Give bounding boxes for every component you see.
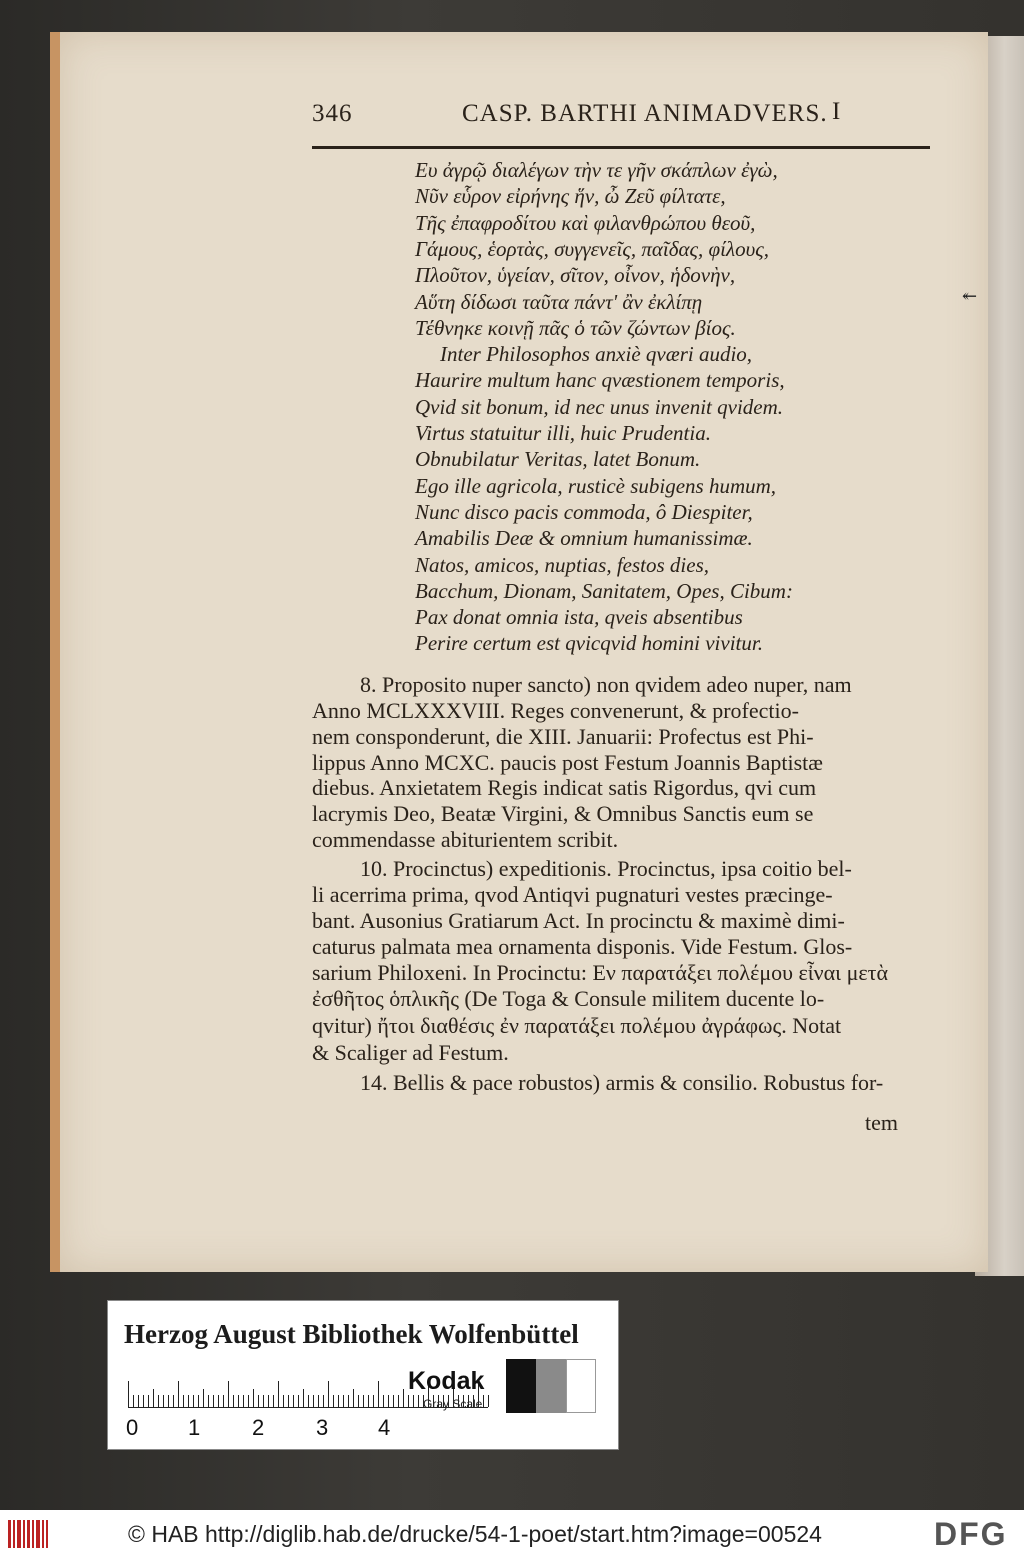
verse-line: Ευ ἀγρῷ διαλέγων τὴν τε γῆν σκάπλων ἐγὼ,	[415, 158, 778, 182]
ruler-tick	[483, 1395, 484, 1407]
ruler-tick	[303, 1389, 304, 1407]
ruler-tick	[223, 1395, 224, 1407]
ruler-tick	[133, 1395, 134, 1407]
prose-line: Anno MCLXXXVIII. Reges convenerunt, & profectio-	[312, 698, 799, 723]
prose-line: sarium Philoxeni. In Procinctu: Εν παρατάξει πολέμου εἶναι μετὰ	[312, 960, 888, 985]
ruler-number: 0	[126, 1415, 139, 1440]
footer-bar	[0, 1510, 1024, 1557]
swatch-gray	[536, 1359, 566, 1413]
ruler-tick	[313, 1395, 314, 1407]
kodak-logo: Kodak	[408, 1367, 485, 1395]
running-title: CASP. BARTHI ANIMADVERS.	[462, 100, 828, 127]
ruler-tick	[298, 1395, 299, 1407]
page-number: 346	[312, 100, 353, 127]
ruler-tick	[253, 1389, 254, 1407]
ruler-tick	[198, 1395, 199, 1407]
prose-line: nem consponderunt, die XIII. Januarii: Profectus est Phi-	[312, 724, 814, 749]
prose-line: bant. Ausonius Gratiarum Act. In procinctu & maximè dimi-	[312, 908, 845, 933]
verse-line: Nunc disco pacis commoda, ô Diespiter,	[415, 499, 753, 524]
ruler-tick	[343, 1395, 344, 1407]
ruler-tick	[233, 1395, 234, 1407]
prose-line: & Scaliger ad Festum.	[312, 1040, 509, 1065]
ruler-tick	[413, 1395, 414, 1407]
ruler-tick	[373, 1395, 374, 1407]
ruler-tick	[348, 1395, 349, 1407]
institution-label: Herzog August Bibliothek Wolfenbüttel	[124, 1319, 579, 1349]
ruler-tick	[173, 1395, 174, 1407]
ruler-number: 2	[252, 1415, 265, 1440]
ruler-number: 1	[188, 1415, 201, 1440]
ruler-tick	[208, 1395, 209, 1407]
ruler-tick	[193, 1395, 194, 1407]
ruler-tick	[238, 1395, 239, 1407]
margin-arrow-icon: ↞	[962, 286, 978, 306]
ruler-tick	[213, 1395, 214, 1407]
verse-line: Νῦν εὗρον εἰρήνης ἥν, ὦ Ζεῦ φίλτατε,	[415, 184, 726, 209]
verse-line: Obnubilatur Veritas, latet Bonum.	[415, 447, 701, 472]
ruler-tick	[183, 1395, 184, 1407]
ruler-tick	[258, 1395, 259, 1407]
ruler-tick	[338, 1395, 339, 1407]
prose-line: 14. Bellis & pace robustos) armis & consilio. Robustus for-	[360, 1070, 884, 1095]
prose-line: 10. Procinctus) expeditionis. Procinctus, ipsa coitio bel-	[360, 856, 852, 881]
verse-line: Ego ille agricola, rusticè subigens humum,	[415, 473, 777, 498]
ruler-tick	[203, 1389, 204, 1407]
ruler-tick	[358, 1395, 359, 1407]
ruler-tick	[388, 1395, 389, 1407]
ruler-tick	[273, 1395, 274, 1407]
ruler-tick	[248, 1395, 249, 1407]
ruler-number: 3	[316, 1415, 329, 1440]
verse-line: Virtus statuitur illi, huic Prudentia.	[415, 421, 711, 445]
source-link[interactable]: © HAB http://diglib.hab.de/drucke/54-1-poet/start.htm?image=00524	[128, 1521, 822, 1547]
ruler-number: 4	[378, 1415, 391, 1440]
verse-line: Amabilis Deæ & omnium humanissimæ.	[415, 526, 753, 551]
ruler-tick	[308, 1395, 309, 1407]
barcode-icon	[8, 1520, 48, 1548]
swatch-white	[566, 1359, 596, 1413]
verse-line: Perire certum est qvicqvid homini vivitur.	[415, 631, 763, 656]
ruler-tick	[293, 1395, 294, 1407]
prose-line: lacrymis Deo, Beatæ Virgini, & Omnibus Sanctis eum se	[312, 801, 814, 826]
catchword: tem	[865, 1110, 898, 1135]
prose-line: 8. Proposito nuper sancto) non qvidem adeo nuper, nam	[360, 672, 852, 697]
ruler-tick	[408, 1395, 409, 1407]
prose-line: caturus palmata mea ornamenta disponis. Vide Festum. Glos-	[312, 934, 853, 959]
ruler-tick	[278, 1381, 279, 1407]
prose-line: qvitur) ἤτοι διαθέσις ἐν παρατάξει πολέμου ἀγράφως. Notat	[312, 1013, 842, 1038]
gray-scale-label: Gray Scale	[423, 1397, 483, 1411]
ruler-tick	[143, 1395, 144, 1407]
head-rule	[312, 146, 930, 149]
ruler-tick	[148, 1395, 149, 1407]
verse-line: Natos, amicos, nuptias, festos dies,	[415, 552, 710, 577]
ruler-tick	[188, 1395, 189, 1407]
ruler-tick	[383, 1395, 384, 1407]
verse-line: Haurire multum hanc qvæstionem temporis,	[415, 368, 785, 393]
ruler-tick	[243, 1395, 244, 1407]
ruler-tick	[153, 1389, 154, 1407]
ruler-tick	[158, 1395, 159, 1407]
ruler-tick	[168, 1395, 169, 1407]
verse-line: Τῆς ἐπαφροδίτου καὶ φιλανθρώπου θεοῦ,	[415, 210, 756, 235]
color-chart-card	[107, 1300, 619, 1450]
verse-line: Inter Philosophos anxiè qværi audio,	[440, 342, 753, 367]
verse-line: Πλοῦτον, ὑγείαν, σῖτον, οἶνον, ἡδονὴν,	[415, 263, 736, 288]
running-head-mark: I	[832, 98, 842, 125]
ruler-tick	[403, 1389, 404, 1407]
prose-line: ἐσθῆτος ὁπλικῆς (De Toga & Consule militem ducente lo-	[312, 986, 825, 1011]
ruler-tick	[128, 1381, 129, 1407]
prose-line: lippus Anno MCXC. paucis post Festum Joannis Baptistæ	[312, 750, 823, 775]
ruler-tick	[333, 1395, 334, 1407]
ruler-tick	[328, 1381, 329, 1407]
ruler-tick	[323, 1395, 324, 1407]
ruler-tick	[138, 1395, 139, 1407]
verse-line: Qvid sit bonum, id nec unus invenit qvidem.	[415, 394, 784, 419]
ruler-tick	[263, 1395, 264, 1407]
verse-line: Pax donat omnia ista, qveis absentibus	[415, 605, 743, 630]
verse-line: Τέθνηκε κοινῇ πᾶς ὁ τῶν ζώντων βίος.	[415, 315, 736, 340]
swatch-black	[506, 1359, 536, 1413]
running-head	[312, 94, 932, 134]
ruler-tick	[318, 1395, 319, 1407]
ruler-tick	[178, 1381, 179, 1407]
verse-line: Bacchum, Dionam, Sanitatem, Opes, Cibum:	[415, 578, 793, 603]
ruler-tick	[418, 1395, 419, 1407]
verse-line: Αὕτη δίδωσι ταῦτα πάντ' ἂν ἐκλίπῃ	[415, 289, 703, 314]
prose-line: diebus. Anxietatem Regis indicat satis Rigordus, qvi cum	[312, 775, 817, 800]
ruler-tick	[368, 1395, 369, 1407]
ruler-tick	[353, 1389, 354, 1407]
dfg-logo: DFG	[934, 1516, 1008, 1552]
ruler-tick	[163, 1395, 164, 1407]
ruler-tick	[488, 1395, 489, 1407]
ruler-tick	[288, 1395, 289, 1407]
ruler-tick	[228, 1381, 229, 1407]
prose-line: commendasse abiturientem scribit.	[312, 827, 619, 852]
ruler-tick	[398, 1395, 399, 1407]
ruler-tick	[378, 1381, 379, 1407]
ruler-tick	[283, 1395, 284, 1407]
ruler-tick	[393, 1395, 394, 1407]
verse-line: Γάμους, ἑορτὰς, συγγενεῖς, παῖδας, φίλους,	[415, 236, 769, 261]
prose-line: li acerrima prima, qvod Antiqvi pugnaturi vestes præcinge-	[312, 882, 833, 907]
ruler-tick	[363, 1395, 364, 1407]
ruler-tick	[218, 1395, 219, 1407]
ruler-tick	[268, 1395, 269, 1407]
